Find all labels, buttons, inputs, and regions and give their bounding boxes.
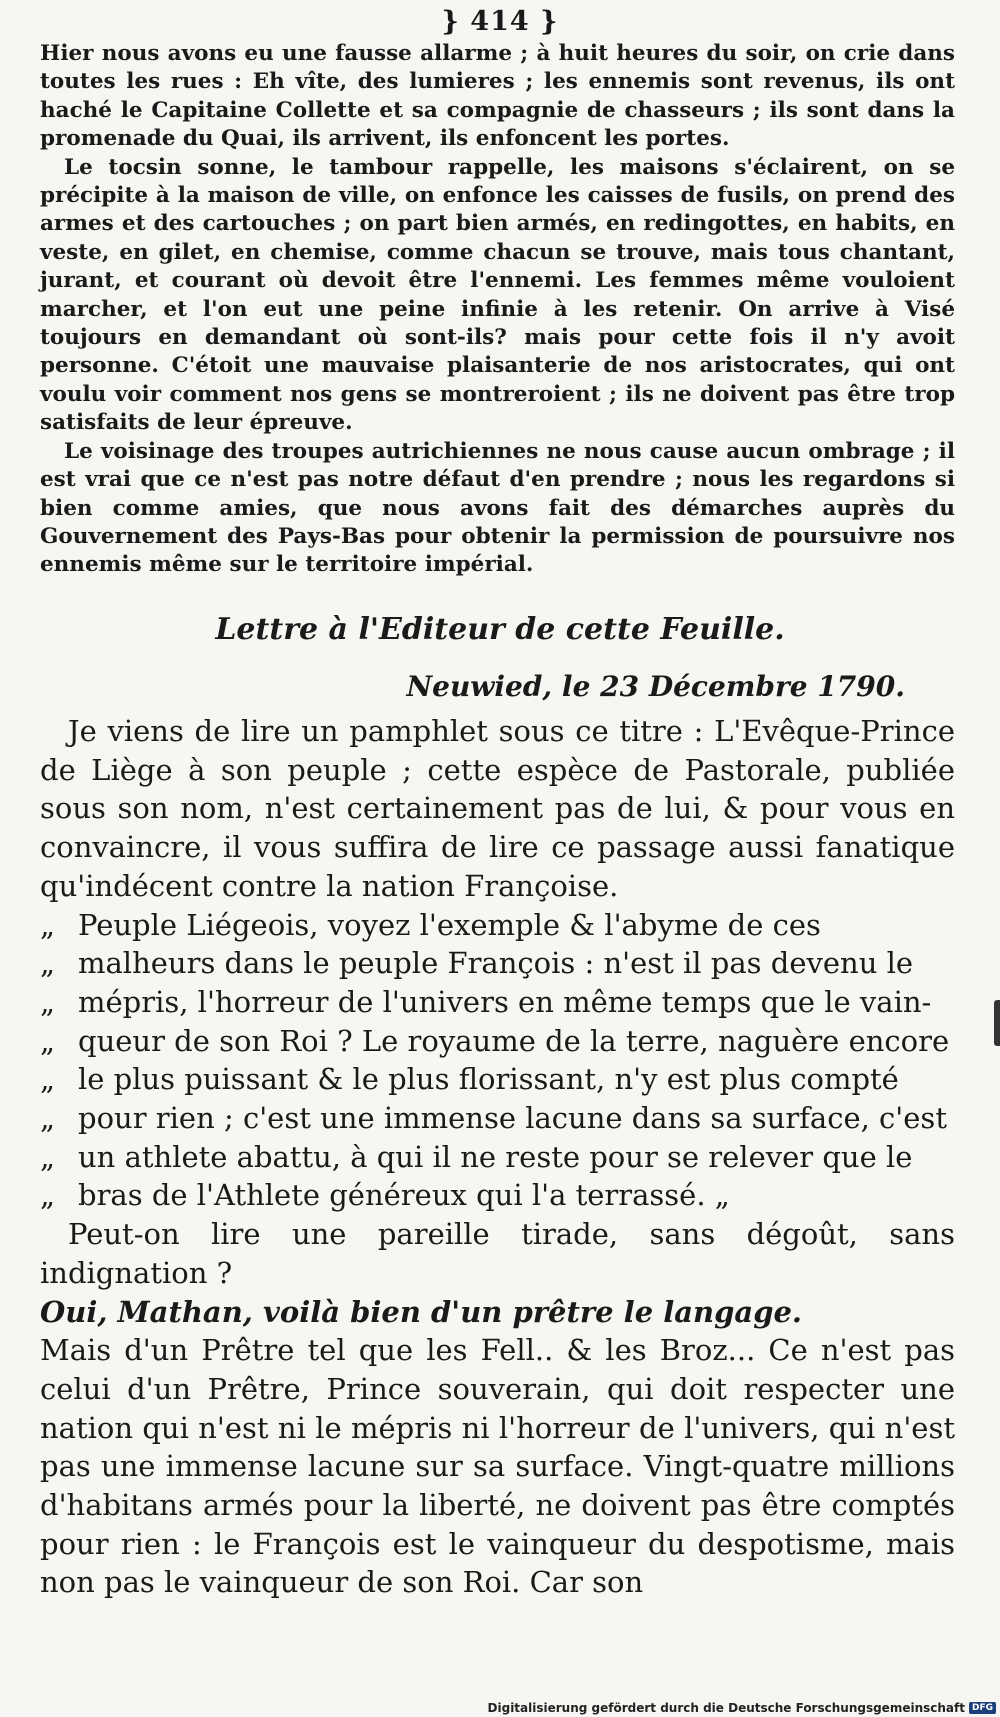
intro-paragraph-1: Hier nous avons eu une fausse allarme ; à huit heures du soir, on crie dans toutes les rues : Eh vîte, des lumieres ; les ennemis sont revenus, ils ont haché le Capitaine Collette et sa compagnie de chasseurs ; ils sont dans la promenade du Quai, ils arrivent, ils enfoncent les portes. [40, 41, 955, 152]
letter-opening: Je viens de lire un pamphlet sous ce titre : L'Evêque-Prince de Liège à son peuple ; cette espèce de Pastorale, publiée sous son nom, n'est certainement pas de lui, & pour vous en convaincre, il vous suffira de lire ce passage aussi fanatique qu'indécent contre la nation Françoise. [40, 714, 955, 903]
quote-text: un athlete abattu, à qui il ne reste pour se relever que le [78, 1139, 913, 1174]
quote-mark: „ [40, 1101, 56, 1136]
verse-line: Oui, Mathan, voilà bien d'un prêtre le langage. [40, 1294, 803, 1329]
quote-mark: „ [40, 1023, 56, 1058]
quote-text: Peuple Liégeois, voyez l'exemple & l'abyme de ces [78, 907, 821, 942]
page-number: } 414 } [441, 6, 559, 37]
letter-dateline: Neuwied, le 23 Décembre 1790. [406, 670, 905, 703]
quote-line [40, 1176, 955, 1215]
intro-paragraph-2: Le tocsin sonne, le tambour rappelle, les maisons s'éclairent, on se précipite à la maison de ville, on enfonce les caisses de fusils, on prend des armes et des cartouches ; on part bien armés, en redingottes, en habits, en veste, en gilet, en chemise, comme chacun se trouve, mais tous chantant, jurant, et courant où devoit être l'ennemi. Les femmes même vouloient marcher, et l'on eut une peine infinie à les retenir. On arrive à Visé toujours en demandant où sont-ils? mais pour cette fois il n'y avoit personne. C'étoit une mauvaise plaisanterie de nos aristocrates, qui ont voulu voir comment nos gens se montreroient ; ils ne doivent pas être trop satisfaits de leur épreuve. [40, 154, 955, 436]
intro-section [40, 40, 955, 580]
quote-text: le plus puissant & le plus florissant, n'y est plus compté [78, 1062, 899, 1097]
quote-line [40, 1138, 955, 1177]
quote-text: mépris, l'horreur de l'univers en même temps que le vain- [78, 984, 932, 1019]
quote-mark: „ [40, 1062, 56, 1097]
question-paragraph: Peut-on lire une pareille tirade, sans dégoût, sans indignation ? [40, 1217, 955, 1290]
quote-mark: „ [40, 984, 56, 1019]
quote-line [40, 906, 955, 945]
letter-title: Lettre à l'Editeur de cette Feuille. [215, 612, 785, 647]
quote-line [40, 983, 955, 1022]
quote-line [40, 1060, 955, 1099]
quote-mark: „ [40, 907, 56, 942]
quote-line [40, 1099, 955, 1138]
quote-line [40, 944, 955, 983]
letter-body [40, 712, 955, 1602]
footer-text: Digitalisierung gefördert durch die Deutsche Forschungsgemeinschaft [487, 1701, 965, 1715]
quote-text: queur de son Roi ? Le royaume de la terre, naguère encore [78, 1023, 950, 1058]
quoted-passage [40, 906, 955, 1216]
quote-text: pour rien ; c'est une immense lacune dans sa surface, c'est [78, 1101, 947, 1136]
quote-line [40, 1022, 955, 1061]
dfg-logo: DFG [969, 1702, 996, 1714]
quote-mark: „ [40, 1178, 56, 1213]
quote-mark: „ [40, 1139, 56, 1174]
closing-paragraph: Mais d'un Prêtre tel que les Fell.. & les Broz... Ce n'est pas celui d'un Prêtre, Prince souverain, qui doit respecter une nation qui n'est ni le mépris ni l'horreur de l'univers, qui n'est pas une immense lacune sur sa surface. Vingt-quatre millions d'habitans armés pour la liberté, ne doivent pas être comptés pour rien : le François est le vainqueur du despotisme, mais non pas le vainqueur de son Roi. Car son [40, 1333, 955, 1600]
intro-paragraph-3: Le voisinage des troupes autrichiennes ne nous cause aucun ombrage ; il est vrai que ce n'est pas notre défaut d'en prendre ; nous les regardons si bien comme amies, que nous avons fait des démarches auprès du Gouvernement des Pays-Bas pour obtenir la permission de poursuivre nos ennemis même sur le territoire impérial. [40, 438, 955, 578]
page-edge-mark [994, 1000, 1000, 1046]
quote-text: malheurs dans le peuple François : n'est il pas devenu le [78, 946, 914, 981]
quote-text: bras de l'Athlete généreux qui l'a terrassé. „ [78, 1178, 730, 1213]
digitization-footer [488, 1701, 996, 1715]
quote-mark: „ [40, 946, 56, 981]
